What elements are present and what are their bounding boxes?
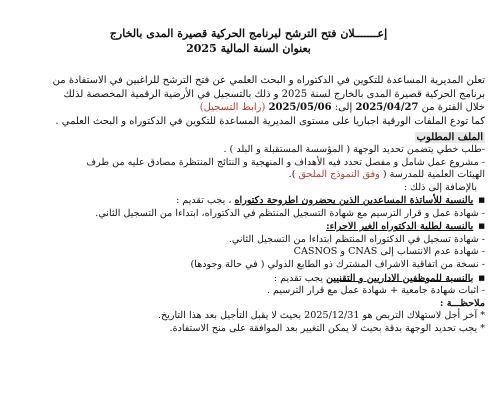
notes-heading: ملاحظـــة : bbox=[439, 297, 485, 309]
intro-line-2: برنامج الحركية قصيرة المدى بالخارج لسنة 2025 و ذلك بالتسجيل في الأرضية الرقمية المخصصة لذلك bbox=[63, 88, 485, 100]
group-3-heading: بالنسبة للموظفين الاداريين و التقنيين bbox=[326, 272, 474, 284]
required-item-2a: - مشروع عمل شامل و مفصل تحدد فيه الأهداف و المنهجية و النتائج المنتظرة مصادق عليه من طرف bbox=[86, 156, 485, 168]
square-bullet-icon: ■ bbox=[478, 273, 485, 282]
group-2-heading: بالنسبة لطلبة الدكتوراه الغير الاجراء: bbox=[326, 221, 474, 233]
group-3-item-1: - اثبات شهادة جامعية + شهادة عمل مع قرار الترسيم . bbox=[266, 284, 485, 296]
required-item-2b: الهيئات العلمية للمدرسة ( وفق النموذج الملحق ). bbox=[288, 169, 485, 181]
period-to-label: إلى: bbox=[334, 102, 353, 113]
required-file-list bbox=[12, 144, 485, 335]
note-1: * آخر أجل لاستهلاك التربص هو 2025/12/31 بحيث لا يقبل التأجيل بعد هذا التاريخ. bbox=[157, 310, 485, 322]
required-item-1: -طلب خطي يتضمن تحديد الوجهة ( المؤسسة المستقبلة و البلد ) . bbox=[223, 144, 485, 155]
group-1-item-1: - شهادة عمل و قرار الترسيم مع شهادة التسجيل المنتظم في الدكتوراه، ابتداءا من التسجيل الثاني. bbox=[95, 207, 485, 219]
template-link[interactable]: وفق النموذج الملحق bbox=[298, 169, 380, 181]
registration-link[interactable]: (رابط التسجيل) bbox=[199, 102, 266, 113]
group-2-heading-line bbox=[12, 220, 485, 233]
group-2-item-1: - شهادة تسجيل في الدكتوراه المنتظم ابتداءا من التسجيل الثاني. bbox=[228, 233, 485, 245]
group-3-heading-line bbox=[12, 272, 485, 285]
group-2-item-3: - نسخة من اتفاقية الاشراف المشترك ذو الطابع الدولي ( في حالة وجودها) bbox=[190, 258, 485, 270]
announcement-title bbox=[12, 0, 485, 56]
group-3-suffix: يجب تقديم : bbox=[273, 272, 324, 284]
group-1-heading: بالنسبة للأساتذة المساعدين الذين يحضرون اطروحة دكتوراه bbox=[234, 195, 474, 207]
intro-line-4: كما تودع الملفات الورقية اجباريا على مستوى المديرية المساعدة للتكوين في الدكتوراه و البحث العلمي . bbox=[55, 115, 485, 127]
date-from: 2025/04/27 bbox=[355, 102, 419, 113]
title-line-1: إعـــــــلان فتح الترشح لبرنامج الحركية قصيرة المدى بالخارج bbox=[109, 27, 388, 40]
intro-line-1: تعلن المديرية المساعدة للتكوين في الدكتوراه و البحث العلمي عن فتح الترشح للراغبين في الاستفادة من bbox=[52, 75, 485, 86]
period-label: خلال الفترة من bbox=[421, 102, 485, 113]
required-item-3: بالإضافة إلى ذلك : bbox=[403, 181, 477, 193]
date-to: 2025/05/06 bbox=[268, 102, 332, 113]
square-bullet-icon: ■ bbox=[478, 222, 485, 231]
note-2: * يجب تحديد الوجهة بدقة بحيث لا يمكن التغيير بعد الموافقة على منح الاستفادة. bbox=[169, 322, 485, 334]
intro-line-3 bbox=[12, 101, 485, 115]
required-file-heading: الملف المطلوب bbox=[416, 132, 483, 143]
group-1-suffix: ، يجب تقديم : bbox=[176, 195, 232, 207]
title-line-2: بعنوان السنة المالية 2025 bbox=[186, 42, 311, 55]
group-1-heading-line bbox=[12, 194, 485, 207]
group-2-item-2: - شهادة عدم الانتساب إلى CNAS و CASNOS bbox=[293, 246, 485, 258]
square-bullet-icon: ■ bbox=[478, 196, 485, 205]
intro-paragraph bbox=[12, 74, 485, 128]
